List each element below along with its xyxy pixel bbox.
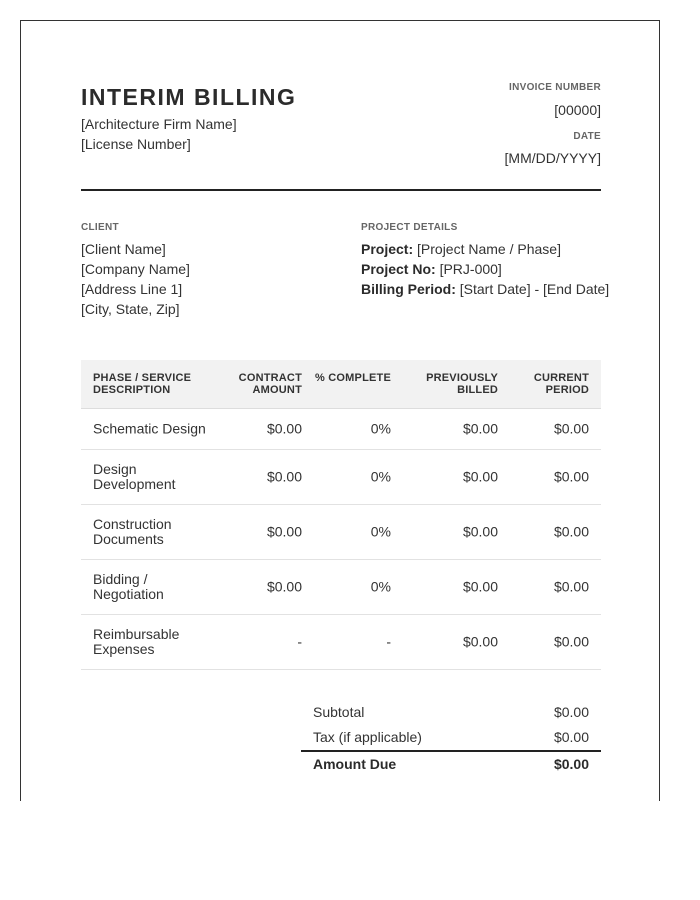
row-current-period: $0.00: [553, 420, 589, 437]
table-row: [81, 409, 601, 450]
invoice-number: [00000]: [554, 102, 601, 118]
table-row: [81, 615, 601, 670]
client-name: [Client Name]: [81, 241, 166, 257]
row-percent-complete: -: [386, 633, 391, 650]
project-name-value: [Project Name / Phase]: [417, 241, 561, 257]
row-current-period: $0.00: [553, 633, 589, 650]
amount-due-label: Amount Due: [313, 756, 397, 772]
row-previously-billed: $0.00: [462, 420, 498, 437]
row-description: Design Development: [93, 461, 176, 492]
tax-value: $0.00: [553, 729, 589, 745]
amount-due-value: $0.00: [553, 756, 589, 772]
row-percent-complete: 0%: [370, 578, 391, 595]
client-address: [Address Line 1]: [81, 281, 183, 297]
subtotal-value: $0.00: [553, 704, 589, 720]
license-number: [License Number]: [81, 136, 191, 152]
header-previously-billed: PREVIOUSLY BILLED: [426, 372, 498, 396]
row-contract-amount: -: [297, 633, 302, 650]
header-divider: [81, 189, 601, 191]
invoice-date: [MM/DD/YYYY]: [504, 150, 601, 166]
project-number-line: [361, 261, 502, 277]
table-row: [81, 450, 601, 505]
tax-label: Tax (if applicable): [313, 729, 422, 745]
row-description: Bidding / Negotiation: [93, 571, 164, 602]
row-current-period: $0.00: [553, 578, 589, 595]
row-description: Schematic Design: [93, 420, 206, 437]
row-contract-amount: $0.00: [266, 523, 302, 540]
row-previously-billed: $0.00: [462, 523, 498, 540]
row-current-period: $0.00: [553, 468, 589, 485]
row-percent-complete: 0%: [370, 523, 391, 540]
row-description: Construction Documents: [93, 516, 172, 547]
header-description: PHASE / SERVICE DESCRIPTION: [93, 372, 192, 396]
totals-divider: [301, 750, 601, 752]
client-company: [Company Name]: [81, 261, 190, 277]
row-previously-billed: $0.00: [462, 578, 498, 595]
invoice-page: [20, 20, 660, 801]
header-percent-complete: % COMPLETE: [315, 372, 391, 384]
firm-name: [Architecture Firm Name]: [81, 116, 237, 132]
project-name-line: [361, 241, 561, 257]
row-previously-billed: $0.00: [462, 468, 498, 485]
billing-period-line: [361, 281, 609, 297]
client-section-label: CLIENT: [81, 222, 119, 233]
row-percent-complete: 0%: [370, 468, 391, 485]
invoice-title: INTERIM BILLING: [81, 84, 297, 110]
project-section-label: PROJECT DETAILS: [361, 222, 458, 233]
invoice-number-label: INVOICE NUMBER: [509, 82, 601, 93]
table-row: [81, 560, 601, 615]
billing-table: [81, 360, 601, 670]
row-contract-amount: $0.00: [266, 468, 302, 485]
header-current-period: CURRENT PERIOD: [533, 372, 589, 396]
header-contract-amount: CONTRACT AMOUNT: [238, 372, 302, 396]
row-description: Reimbursable Expenses: [93, 626, 180, 657]
billing-period-label: Billing Period:: [361, 281, 456, 297]
row-contract-amount: $0.00: [266, 578, 302, 595]
project-name-label: Project:: [361, 241, 414, 257]
row-current-period: $0.00: [553, 523, 589, 540]
subtotal-label: Subtotal: [313, 704, 365, 720]
row-previously-billed: $0.00: [462, 633, 498, 650]
project-number-label: Project No:: [361, 261, 436, 277]
row-percent-complete: 0%: [370, 420, 391, 437]
billing-period-value: [Start Date] - [End Date]: [459, 281, 610, 297]
date-label: DATE: [573, 131, 601, 142]
client-city-state-zip: [City, State, Zip]: [81, 301, 180, 317]
table-header: [81, 360, 601, 409]
table-row: [81, 505, 601, 560]
project-number-value: [PRJ-000]: [439, 261, 502, 277]
row-contract-amount: $0.00: [266, 420, 302, 437]
